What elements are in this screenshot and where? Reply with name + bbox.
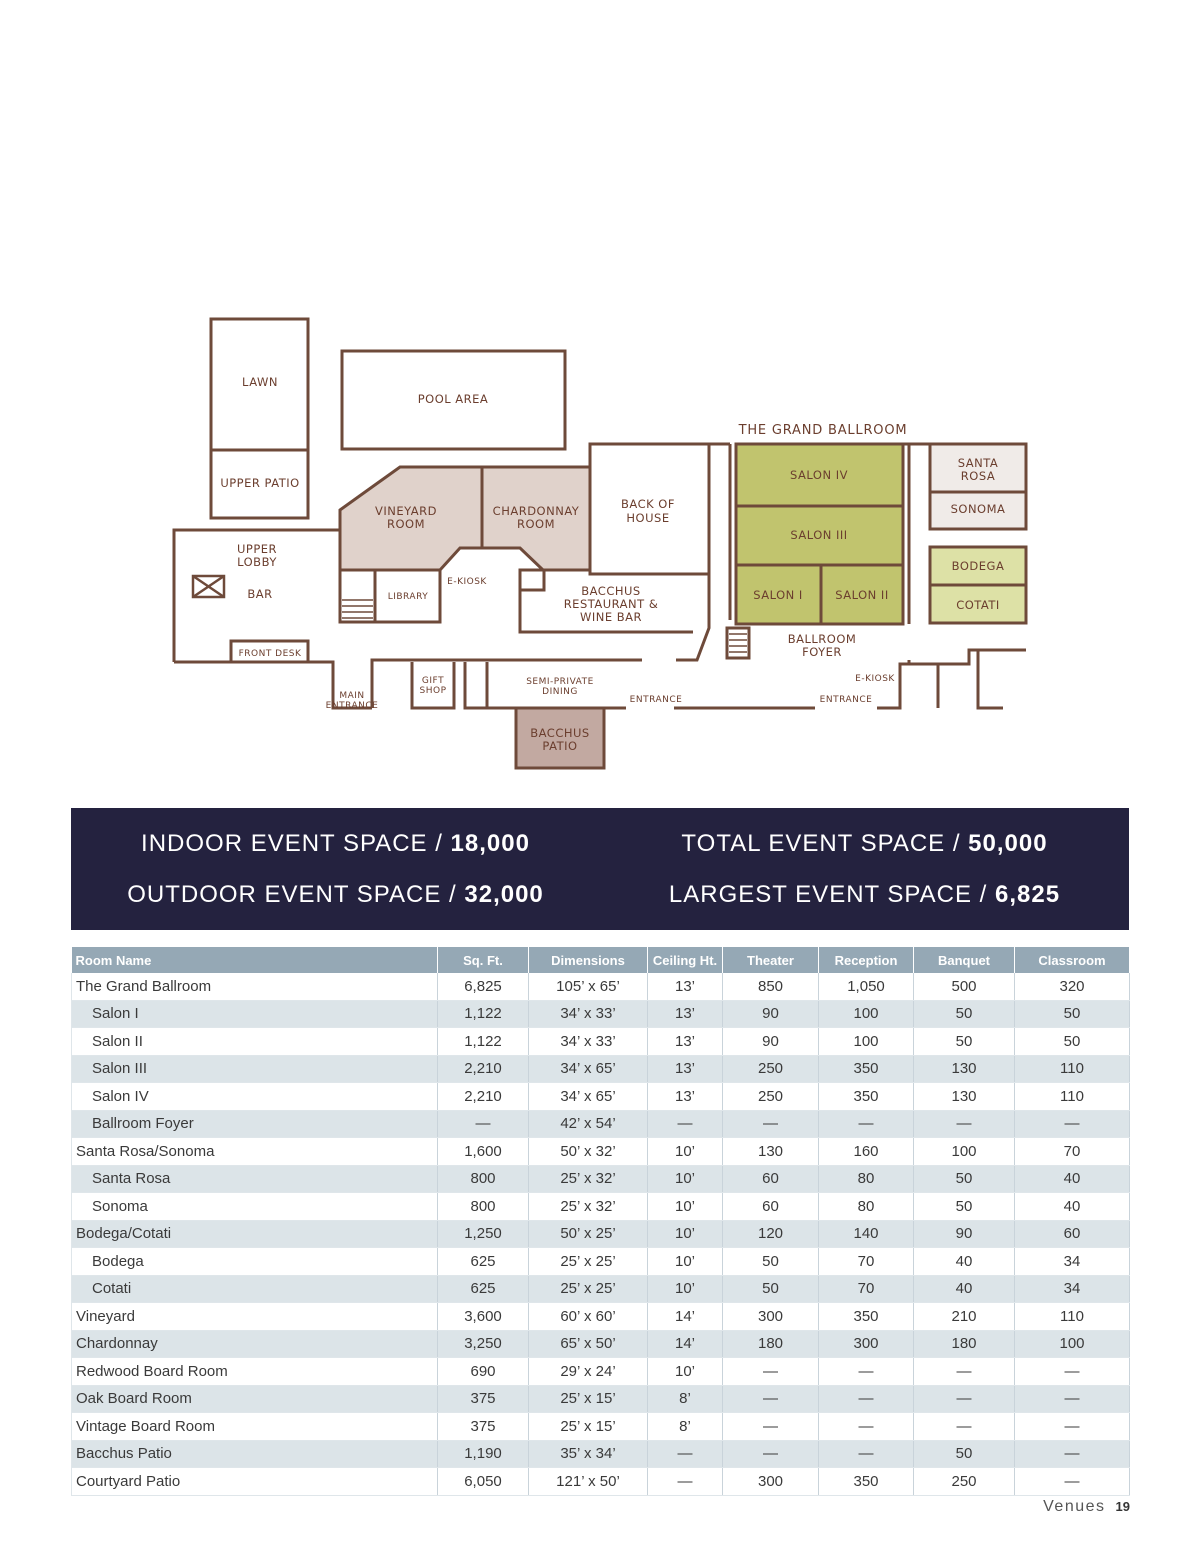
table-cell: 35’ x 34’ <box>529 1440 648 1468</box>
table-cell: — <box>819 1385 914 1413</box>
table-cell: 250 <box>723 1055 819 1083</box>
table-cell: — <box>1015 1358 1130 1386</box>
label-back-of-house: BACK OF <box>621 497 675 511</box>
room-name-cell: Sonoma <box>72 1193 438 1221</box>
table-cell: 1,190 <box>438 1440 529 1468</box>
column-header: Theater <box>723 947 819 973</box>
label-santa-rosa: SANTA <box>957 456 999 470</box>
table-cell: 40 <box>1015 1165 1130 1193</box>
table-row <box>72 1358 1130 1386</box>
room-name-cell: Vintage Board Room <box>72 1413 438 1441</box>
table-cell: 90 <box>914 1220 1015 1248</box>
label-upper-lobby: UPPER <box>236 542 278 556</box>
table-row <box>72 1000 1130 1028</box>
label-salon-iv: SALON IV <box>790 468 848 482</box>
label-main-entrance: MAIN <box>339 691 365 701</box>
label-gift-shop: GIFT <box>421 676 445 686</box>
table-row <box>72 1385 1130 1413</box>
room-name-cell: The Grand Ballroom <box>72 973 438 1000</box>
table-row <box>72 1413 1130 1441</box>
table-row <box>72 1110 1130 1138</box>
outdoor-event-space: OUTDOOR EVENT SPACE / 32,000 <box>127 881 544 908</box>
table-cell: 1,250 <box>438 1220 529 1248</box>
table-cell: 34 <box>1015 1248 1130 1276</box>
table-cell: 250 <box>914 1468 1015 1496</box>
room-name-cell: Ballroom Foyer <box>72 1110 438 1138</box>
table-cell: 130 <box>914 1055 1015 1083</box>
column-header: Ceiling Ht. <box>648 947 723 973</box>
table-cell: 100 <box>819 1028 914 1056</box>
table-cell: 25’ x 25’ <box>529 1275 648 1303</box>
table-cell: 13’ <box>648 1000 723 1028</box>
label-pool-area: POOL AREA <box>417 392 489 406</box>
table-cell: 10’ <box>648 1193 723 1221</box>
indoor-event-space: INDOOR EVENT SPACE / 18,000 <box>141 830 530 857</box>
table-cell: 3,600 <box>438 1303 529 1331</box>
label-back-of-house: HOUSE <box>626 511 670 525</box>
table-cell: — <box>438 1110 529 1138</box>
label-bacchus-restaurant: WINE BAR <box>579 610 643 624</box>
table-cell: 25’ x 15’ <box>529 1413 648 1441</box>
table-cell: 50 <box>914 1440 1015 1468</box>
table-cell: 350 <box>819 1083 914 1111</box>
table-row <box>72 1440 1130 1468</box>
page-number: 19 <box>1115 1499 1130 1514</box>
table-row <box>72 1138 1130 1166</box>
table-cell: 180 <box>723 1330 819 1358</box>
label-bar: BAR <box>247 587 273 601</box>
table-cell: 180 <box>914 1330 1015 1358</box>
table-cell: — <box>1015 1110 1130 1138</box>
table-cell: 300 <box>723 1468 819 1496</box>
table-cell: 25’ x 15’ <box>529 1385 648 1413</box>
table-cell: 10’ <box>648 1275 723 1303</box>
table-cell: 70 <box>819 1248 914 1276</box>
label-vineyard-room: VINEYARD <box>375 504 437 518</box>
table-cell: — <box>1015 1385 1130 1413</box>
table-header-row <box>72 947 1130 973</box>
table-cell: 625 <box>438 1275 529 1303</box>
table-cell: 13’ <box>648 1028 723 1056</box>
table-cell: 1,122 <box>438 1000 529 1028</box>
label-lawn: LAWN <box>242 375 278 389</box>
table-cell: 2,210 <box>438 1083 529 1111</box>
table-cell: 34 <box>1015 1275 1130 1303</box>
table-cell: 2,210 <box>438 1055 529 1083</box>
table-cell: — <box>723 1385 819 1413</box>
table-cell: — <box>648 1440 723 1468</box>
table-cell: — <box>914 1110 1015 1138</box>
section-name: Venues <box>1043 1498 1106 1515</box>
table-cell: 25’ x 32’ <box>529 1165 648 1193</box>
table-cell: 34’ x 65’ <box>529 1083 648 1111</box>
label-bacchus-patio: BACCHUS <box>530 726 590 740</box>
label-front-desk: FRONT DESK <box>238 649 302 659</box>
table-row <box>72 973 1130 1000</box>
column-header: Sq. Ft. <box>438 947 529 973</box>
table-cell: — <box>723 1358 819 1386</box>
column-header: Dimensions <box>529 947 648 973</box>
room-name-cell: Salon II <box>72 1028 438 1056</box>
table-cell: 90 <box>723 1028 819 1056</box>
table-cell: 80 <box>819 1165 914 1193</box>
table-cell: 1,600 <box>438 1138 529 1166</box>
table-cell: 250 <box>723 1083 819 1111</box>
column-header: Banquet <box>914 947 1015 973</box>
table-cell: 50 <box>723 1275 819 1303</box>
table-cell: 100 <box>819 1000 914 1028</box>
table-cell: — <box>819 1358 914 1386</box>
label-e-kiosk: E-KIOSK <box>855 674 895 684</box>
label-bodega: BODEGA <box>951 559 1005 573</box>
table-cell: 34’ x 33’ <box>529 1000 648 1028</box>
label-bacchus-restaurant: BACCHUS <box>581 584 641 598</box>
room-name-cell: Salon I <box>72 1000 438 1028</box>
table-row <box>72 1248 1130 1276</box>
table-row <box>72 1083 1130 1111</box>
table-cell: — <box>1015 1413 1130 1441</box>
table-cell: 50 <box>914 1193 1015 1221</box>
table-cell: 10’ <box>648 1138 723 1166</box>
room-capacity-table <box>71 947 1130 1496</box>
table-row <box>72 1275 1130 1303</box>
column-header: Room Name <box>72 947 438 973</box>
table-cell: 60 <box>723 1193 819 1221</box>
table-cell: 50 <box>1015 1028 1130 1056</box>
table-cell: 10’ <box>648 1358 723 1386</box>
table-cell: 130 <box>914 1083 1015 1111</box>
room-name-cell: Salon IV <box>72 1083 438 1111</box>
table-cell: 300 <box>819 1330 914 1358</box>
table-cell: 1,050 <box>819 973 914 1000</box>
label-gift-shop: SHOP <box>419 686 447 696</box>
label-bacchus-restaurant: RESTAURANT & <box>563 597 659 611</box>
table-cell: 65’ x 50’ <box>529 1330 648 1358</box>
table-row <box>72 1165 1130 1193</box>
label-upper-lobby: LOBBY <box>237 555 277 569</box>
table-body <box>72 973 1130 1495</box>
label-e-kiosk: E-KIOSK <box>447 577 487 587</box>
table-cell: 13’ <box>648 1083 723 1111</box>
table-cell: 14’ <box>648 1330 723 1358</box>
table-cell: 10’ <box>648 1248 723 1276</box>
label-bacchus-patio: PATIO <box>542 739 578 753</box>
table-cell: 110 <box>1015 1083 1130 1111</box>
table-cell: 375 <box>438 1413 529 1441</box>
label-main-entrance: ENTRANCE <box>325 701 379 711</box>
table-cell: 6,825 <box>438 973 529 1000</box>
table-cell: — <box>648 1468 723 1496</box>
table-cell: 10’ <box>648 1220 723 1248</box>
table-cell: — <box>819 1110 914 1138</box>
table-cell: 42’ x 54’ <box>529 1110 648 1138</box>
table-cell: 25’ x 25’ <box>529 1248 648 1276</box>
room-name-cell: Santa Rosa/Sonoma <box>72 1138 438 1166</box>
table-cell: 13’ <box>648 973 723 1000</box>
table-cell: 375 <box>438 1385 529 1413</box>
label-sonoma: SONOMA <box>950 502 1006 516</box>
table-cell: 40 <box>914 1248 1015 1276</box>
table-cell: 60’ x 60’ <box>529 1303 648 1331</box>
column-header: Reception <box>819 947 914 973</box>
room-name-cell: Bacchus Patio <box>72 1440 438 1468</box>
table-cell: 350 <box>819 1303 914 1331</box>
table-cell: 350 <box>819 1055 914 1083</box>
table-cell: 110 <box>1015 1303 1130 1331</box>
room-name-cell: Redwood Board Room <box>72 1358 438 1386</box>
room-name-cell: Salon III <box>72 1055 438 1083</box>
label-cotati: COTATI <box>956 598 1000 612</box>
column-header: Classroom <box>1015 947 1130 973</box>
room-name-cell: Vineyard <box>72 1303 438 1331</box>
table-cell: 3,250 <box>438 1330 529 1358</box>
table-cell: 50 <box>914 1000 1015 1028</box>
table-cell: 350 <box>819 1468 914 1496</box>
table-cell: 40 <box>914 1275 1015 1303</box>
table-row <box>72 1330 1130 1358</box>
table-cell: — <box>648 1110 723 1138</box>
table-cell: 210 <box>914 1303 1015 1331</box>
table-cell: — <box>914 1358 1015 1386</box>
label-ballroom-foyer: FOYER <box>802 645 842 659</box>
table-cell: 625 <box>438 1248 529 1276</box>
table-cell: 50 <box>723 1248 819 1276</box>
table-cell: 110 <box>1015 1055 1130 1083</box>
table-cell: 100 <box>1015 1330 1130 1358</box>
table-cell: 34’ x 33’ <box>529 1028 648 1056</box>
table-cell: 34’ x 65’ <box>529 1055 648 1083</box>
table-cell: — <box>819 1413 914 1441</box>
table-cell: 60 <box>1015 1220 1130 1248</box>
label-ballroom-foyer: BALLROOM <box>787 632 857 646</box>
table-cell: — <box>819 1440 914 1468</box>
table-cell: 105’ x 65’ <box>529 973 648 1000</box>
label-vineyard-room: ROOM <box>386 517 426 531</box>
table-cell: 100 <box>914 1138 1015 1166</box>
label-grand-ballroom: THE GRAND BALLROOM <box>738 423 908 438</box>
table-cell: — <box>723 1413 819 1441</box>
label-upper-patio: UPPER PATIO <box>220 476 300 490</box>
table-cell: 120 <box>723 1220 819 1248</box>
table-cell: 140 <box>819 1220 914 1248</box>
table-row <box>72 1303 1130 1331</box>
table-cell: 13’ <box>648 1055 723 1083</box>
table-row <box>72 1468 1130 1496</box>
table-cell: 90 <box>723 1000 819 1028</box>
table-cell: 10’ <box>648 1165 723 1193</box>
room-name-cell: Bodega <box>72 1248 438 1276</box>
label-entrance: ENTRANCE <box>819 695 873 705</box>
table-cell: 6,050 <box>438 1468 529 1496</box>
table-cell: 800 <box>438 1165 529 1193</box>
label-semi-private-dining: SEMI-PRIVATE <box>526 677 594 687</box>
label-library: LIBRARY <box>387 592 429 602</box>
table-cell: 25’ x 32’ <box>529 1193 648 1221</box>
table-cell: 70 <box>1015 1138 1130 1166</box>
table-cell: 300 <box>723 1303 819 1331</box>
table-cell: 80 <box>819 1193 914 1221</box>
table-cell: 50 <box>914 1165 1015 1193</box>
label-salon-iii: SALON III <box>790 528 848 542</box>
table-cell: 29’ x 24’ <box>529 1358 648 1386</box>
table-cell: 8’ <box>648 1413 723 1441</box>
label-santa-rosa: ROSA <box>960 469 996 483</box>
table-cell: 50’ x 25’ <box>529 1220 648 1248</box>
table-row <box>72 1193 1130 1221</box>
table-cell: 8’ <box>648 1385 723 1413</box>
largest-event-space: LARGEST EVENT SPACE / 6,825 <box>668 881 1061 908</box>
room-name-cell: Santa Rosa <box>72 1165 438 1193</box>
table-cell: 500 <box>914 973 1015 1000</box>
total-event-space: TOTAL EVENT SPACE / 50,000 <box>681 830 1048 857</box>
table-cell: 60 <box>723 1165 819 1193</box>
room-name-cell: Chardonnay <box>72 1330 438 1358</box>
label-salon-ii: SALON II <box>835 588 889 602</box>
room-name-cell: Cotati <box>72 1275 438 1303</box>
table-row <box>72 1055 1130 1083</box>
table-cell: 70 <box>819 1275 914 1303</box>
table-cell: 50 <box>914 1028 1015 1056</box>
room-name-cell: Oak Board Room <box>72 1385 438 1413</box>
table-cell: 850 <box>723 973 819 1000</box>
bar-icon <box>193 576 224 597</box>
label-semi-private-dining: DINING <box>542 687 578 697</box>
table-cell: 50 <box>1015 1000 1130 1028</box>
table-cell: — <box>723 1440 819 1468</box>
table-cell: 50’ x 32’ <box>529 1138 648 1166</box>
label-chardonnay-room: ROOM <box>516 517 556 531</box>
table-cell: 121’ x 50’ <box>529 1468 648 1496</box>
table-cell: 800 <box>438 1193 529 1221</box>
table-cell: 14’ <box>648 1303 723 1331</box>
table-cell: — <box>914 1413 1015 1441</box>
table-cell: 130 <box>723 1138 819 1166</box>
page-footer <box>1043 1498 1130 1516</box>
label-chardonnay-room: CHARDONNAY <box>492 504 580 518</box>
table-cell: 160 <box>819 1138 914 1166</box>
table-cell: 40 <box>1015 1193 1130 1221</box>
table-row <box>72 1028 1130 1056</box>
table-cell: — <box>723 1110 819 1138</box>
table-cell: 1,122 <box>438 1028 529 1056</box>
room-name-cell: Bodega/Cotati <box>72 1220 438 1248</box>
label-entrance: ENTRANCE <box>629 695 683 705</box>
table-cell: 320 <box>1015 973 1130 1000</box>
table-cell: 690 <box>438 1358 529 1386</box>
label-salon-i: SALON I <box>753 588 803 602</box>
table-cell: — <box>1015 1468 1130 1496</box>
event-space-summary <box>71 808 1129 930</box>
table-cell: — <box>914 1385 1015 1413</box>
table-row <box>72 1220 1130 1248</box>
room-name-cell: Courtyard Patio <box>72 1468 438 1496</box>
table-cell: — <box>1015 1440 1130 1468</box>
